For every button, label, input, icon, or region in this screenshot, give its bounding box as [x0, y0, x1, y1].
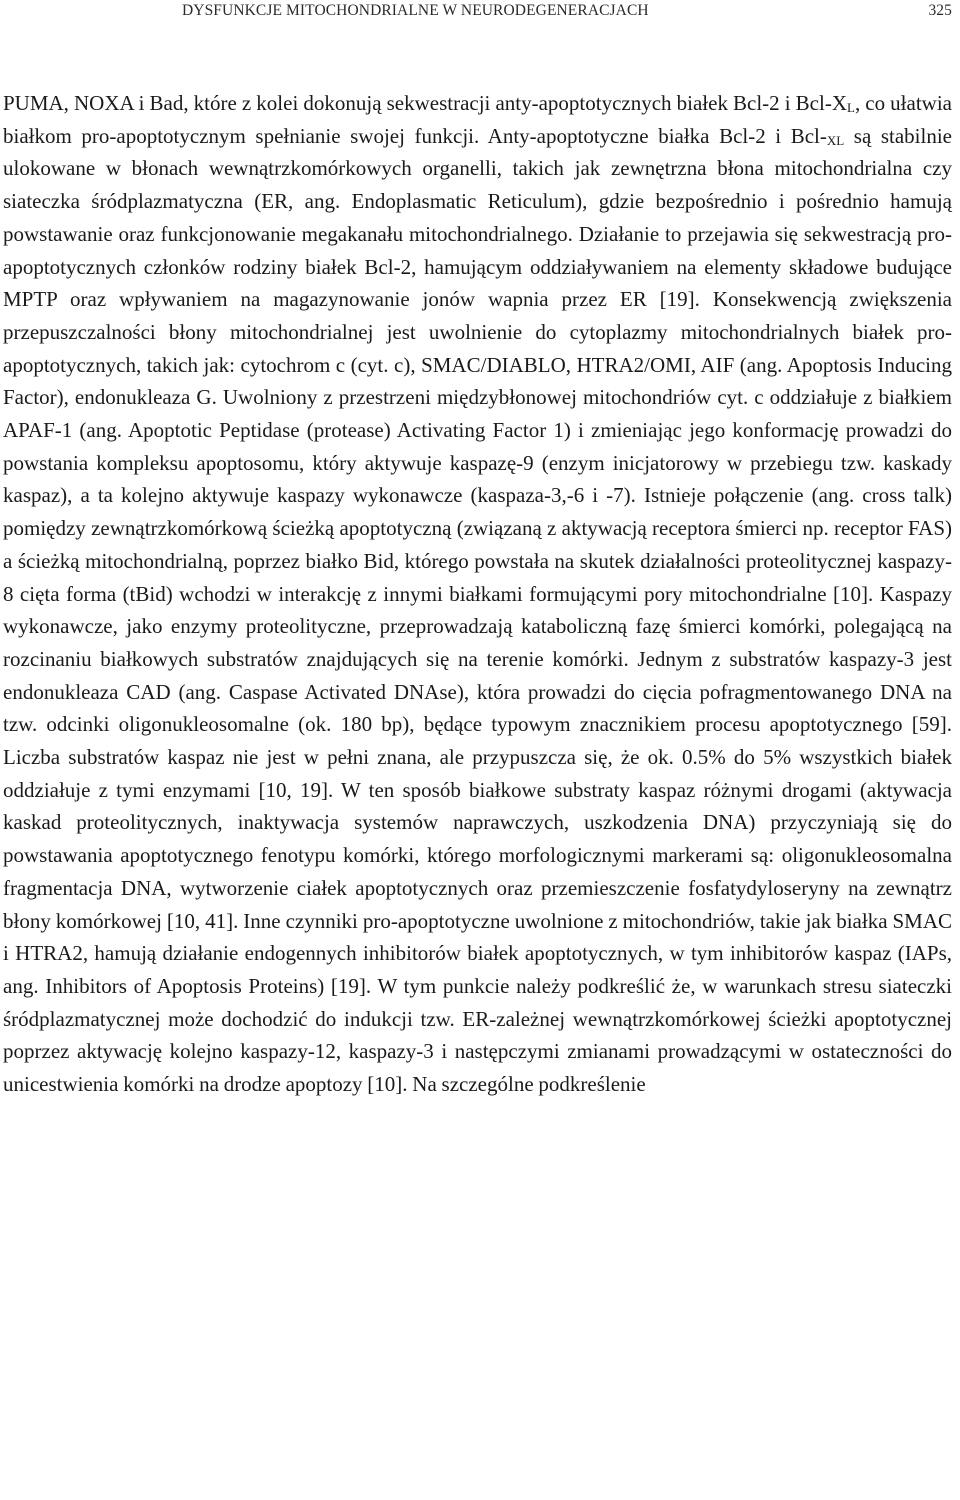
text-segment: są stabilnie ulokowane w błonach wewnątrzkomórkowych organelli, takich jak zewnętrzna błona mitochondrialna czy siateczka śródplazmatyczna (ER, ang. Endoplasmatic Reticulum), gdzie bezpośrednio i pośrednio hamują powstawanie oraz funkcjonowanie megakanału mitochondrialnego. Działanie to przejawia się sekwestracją pro-apoptotycznych członków rodziny białek Bcl-2, hamującym oddziaływaniem na elementy składowe budujące MPTP oraz wpływaniem na magazynowanie jonów wapnia przez ER [19]. Konsekwencją zwiększenia przepuszczalności błony mitochondrialnej jest uwolnienie do cytoplazmy mitochondrialnych białek pro-apoptotycznych, takich jak: cytochrom c (cyt. c), SMAC/DIABLO, HTRA2/OMI, AIF (ang. Apoptosis Inducing Factor), endonukleaza G. Uwolniony z przestrzeni międzybłonowej mitochondriów cyt. c oddziałuje z białkiem APAF-1 (ang. Apoptotic Peptidase (protease) Activating Factor 1) i zmieniając jego konformację prowadzi do powstania kompleksu apoptosomu, który aktywuje kaspazę-9 (enzym inicjatorowy w przebiegu tzw. kaskady kaspaz), a ta kolejno aktywuje kaspazy wykonawcze (kaspaza-3,-6 i -7). Istnieje połączenie (ang. cross talk) pomiędzy zewnątrzkomórkową ścieżką apoptotyczną (związaną z aktywacją receptora śmierci np. receptor FAS) a ścieżką mitochondrialną, poprzez białko Bid, którego powstała na skutek działalności proteolitycznej kaspazy-8 cięta forma (tBid) wchodzi w interakcję z innymi białkami formującymi pory mitochondrialne [10]. Kaspazy wykonawcze, jako enzymy proteolityczne, przeprowadzają kataboliczną fazę śmierci komórki, polegającą na rozcinaniu białkowych substratów znajdujących się na terenie komórki. Jednym z substratów kaspazy-3 jest endonukleaza CAD (ang. Caspase Activated DNAse), która prowadzi do cięcia pofragmentowanego DNA na tzw. odcinki oligonukleosomalne (ok. 180 bp), będące typowym znacznikiem procesu apoptotycznego [59]. Liczba substratów kaspaz nie jest w pełni znana, ale przypuszcza się, że ok. 0.5% do 5% wszystkich białek oddziałuje z tymi enzymami [10, 19]. W ten sposób białkowe substraty kaspaz różnymi drogami (aktywacja kaskad proteolitycznych, inaktywacja systemów naprawczych, uszkodzenia DNA) przyczyniają się do powstawania apoptotycznego fenotypu komórki, którego morfologicznymi markerami są: oligonukleosomalna fragmentacja DNA, wytworzenie ciałek apoptotycznych oraz przemieszczenie fosfatydyloseryny na zewnątrz błony komórkowej [10, 41]. Inne czynniki pro-apoptotyczne uwolnione z mitochondriów, takie jak białka SMAC i HTRA2, hamują działanie endogennych inhibitorów białek apoptotycznych, w tym inhibitorów kaspaz (IAPs, ang. Inhibitors of Apoptosis Proteins) [19]. W tym punkcie należy podkreślić że, w warunkach stresu siateczki śródplazmatycznej może dochodzić do indukcji tzw. ER-zależnej wewnątrzkomórkowej ścieżki apoptotycznej poprzez aktywację kolejno kaspazy-12, kaspazy-3 i następczymi zmianami prowadzącymi w ostateczności do unicestwienia komórki na drodze apoptozy [10]. Na szczególne podkreślenie [3, 123, 952, 1097]
page-number: 325 [928, 2, 952, 19]
subscript: XL [826, 132, 845, 148]
running-title: DYSFUNKCJE MITOCHONDRIALNE W NEURODEGENERACJACH [182, 2, 649, 19]
text-segment: PUMA, NOXA i Bad, które z kolei dokonują sekwestracji anty-apoptotycznych białek Bcl-2 i Bcl-X [3, 91, 847, 115]
subscript: L [847, 99, 855, 115]
running-header [3, 0, 952, 26]
text-segment: , co ułatwia białkom pro-apoptotycznym spełnianie swojej funkcji. Anty-apoptotyczne białka Bcl-2 i Bcl- [3, 91, 952, 148]
body-paragraph [3, 87, 952, 1101]
